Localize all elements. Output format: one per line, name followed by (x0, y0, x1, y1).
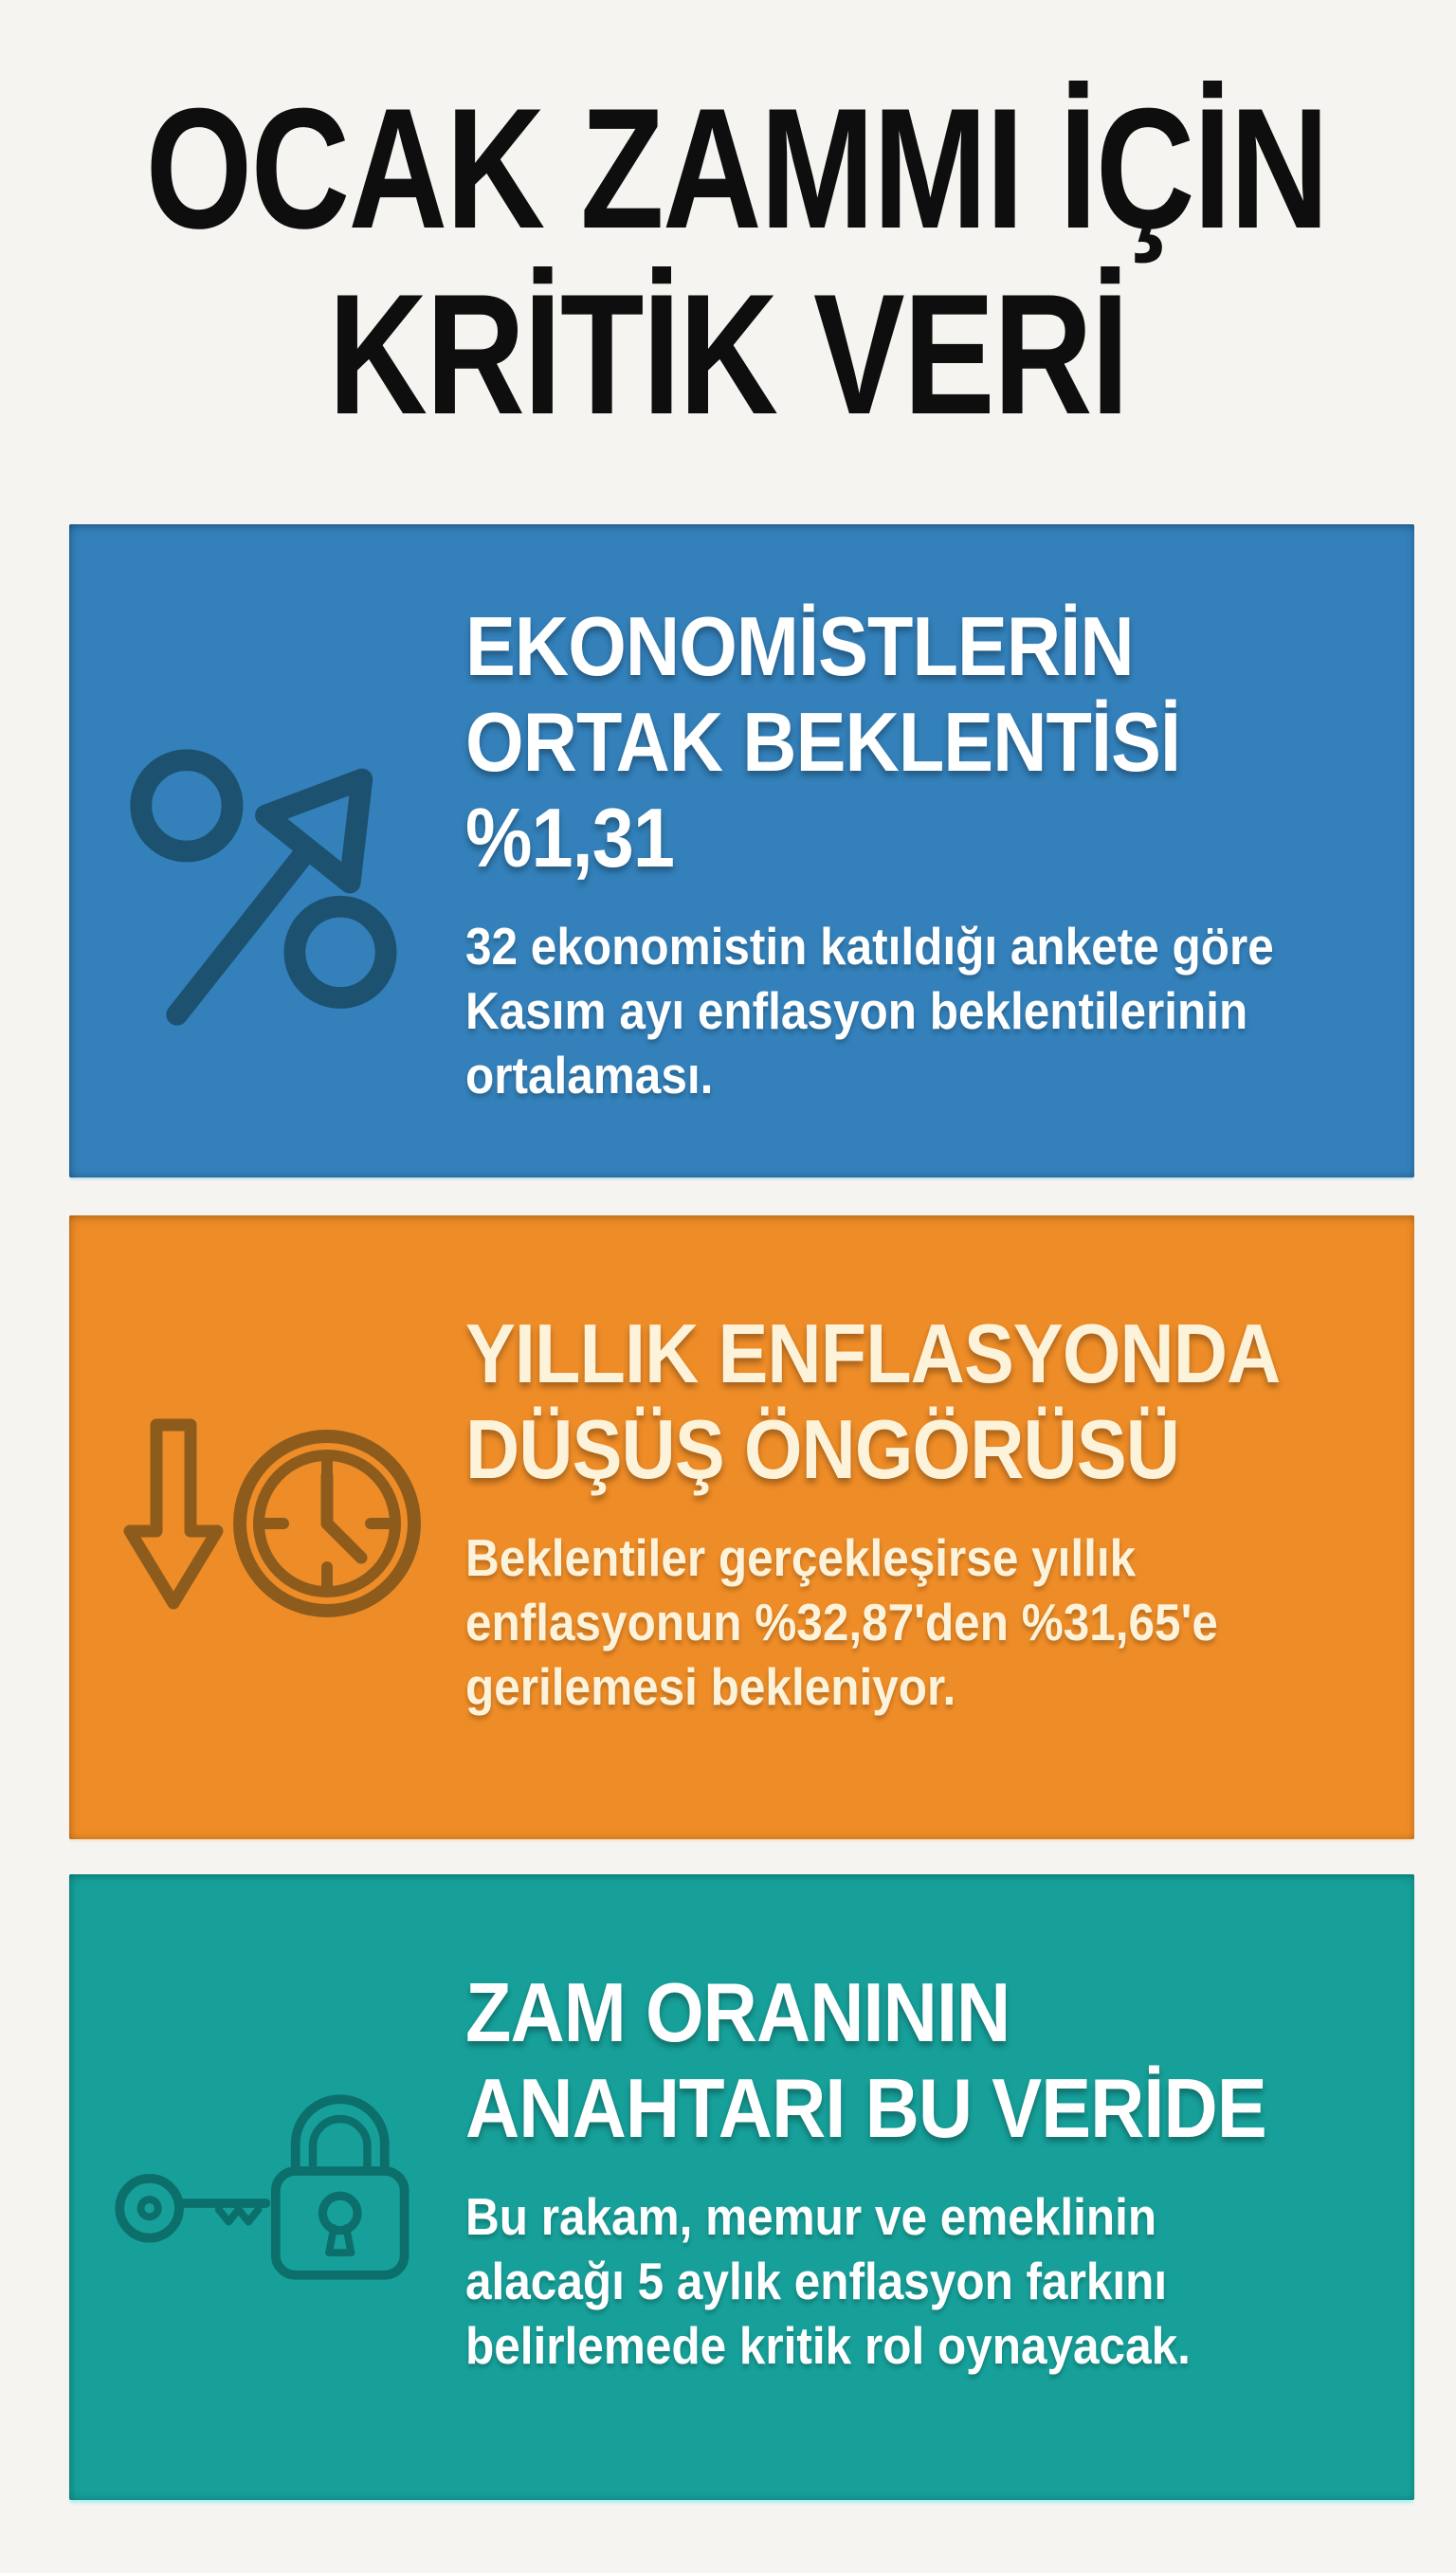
page-title-line-1: OCAK ZAMMI İÇİN (145, 73, 1328, 265)
card-body-line: gerilemesi bekleniyor. (465, 1657, 956, 1716)
card-title-line: ANAHTARI BU VERİDE (465, 2061, 1266, 2155)
key-ring-hole (140, 2199, 157, 2217)
page-title (145, 0, 1328, 450)
card-title-line: YILLIK ENFLASYONDA (465, 1306, 1281, 1400)
card-content (465, 598, 1367, 1107)
card-body-line: alacağı 5 aylık enflasyon farkını (465, 2252, 1168, 2310)
card-body-line: ortalaması. (465, 1046, 714, 1104)
card-body-line: Bu rakam, memur ve emeklinin (465, 2187, 1157, 2246)
card-body-line: Beklentiler gerçekleşirse yıllık (465, 1528, 1137, 1587)
card-body-line: enflasyonun %32,87'den %31,65'e (465, 1593, 1218, 1651)
page-title-line-2: KRİTİK VERİ (328, 259, 1128, 450)
card-raise-rate-key (69, 1874, 1414, 2500)
card-body (465, 2184, 1277, 2378)
clock-hand-hour (327, 1524, 361, 1558)
card-annual-inflation-forecast (69, 1215, 1414, 1839)
key-teeth (219, 2210, 259, 2222)
card-icon-area (79, 524, 458, 1177)
percent-zero-bottom-icon (295, 906, 386, 997)
card-body-line: 32 ekonomistin katıldığı ankete göre (465, 917, 1274, 976)
card-title-line: ZAM ORANININ (465, 1965, 1010, 2059)
card-title-line: EKONOMİSTLERİN (465, 599, 1134, 693)
down-arrow-clock-icon (107, 1414, 429, 1641)
key-icon (119, 2179, 265, 2238)
card-title (465, 1305, 1281, 1497)
card-icon-area (79, 1215, 458, 1839)
padlock-keyhole (322, 2196, 357, 2231)
card-icon-area (79, 1874, 458, 2500)
card-title-line: DÜŞÜŞ ÖNGÖRÜSÜ (465, 1402, 1180, 1496)
key-ring (119, 2179, 179, 2238)
arrow-shaft (177, 853, 304, 1014)
card-content (465, 1964, 1367, 2378)
card-economists-expectation (69, 524, 1414, 1177)
card-body (465, 914, 1277, 1107)
card-body (465, 1525, 1277, 1719)
padlock-icon (276, 2099, 405, 2274)
card-body-line: Kasım ayı enflasyon beklentilerinin (465, 981, 1248, 1040)
card-title (465, 1964, 1277, 2156)
card-content (465, 1305, 1367, 1719)
down-arrow-icon (130, 1425, 217, 1603)
key-lock-icon (107, 2082, 429, 2292)
card-title-line: %1,31 (465, 791, 675, 885)
padlock-shackle-inner (313, 2119, 367, 2171)
card-title (465, 598, 1277, 885)
percent-zero-top-icon (141, 759, 232, 850)
card-body-line: belirlemede kritik rol oynayacak. (465, 2316, 1191, 2375)
padlock-body (276, 2171, 405, 2275)
percent-up-arrow-icon (112, 671, 425, 1031)
card-title-line: ORTAK BEKLENTİSİ (465, 695, 1181, 789)
